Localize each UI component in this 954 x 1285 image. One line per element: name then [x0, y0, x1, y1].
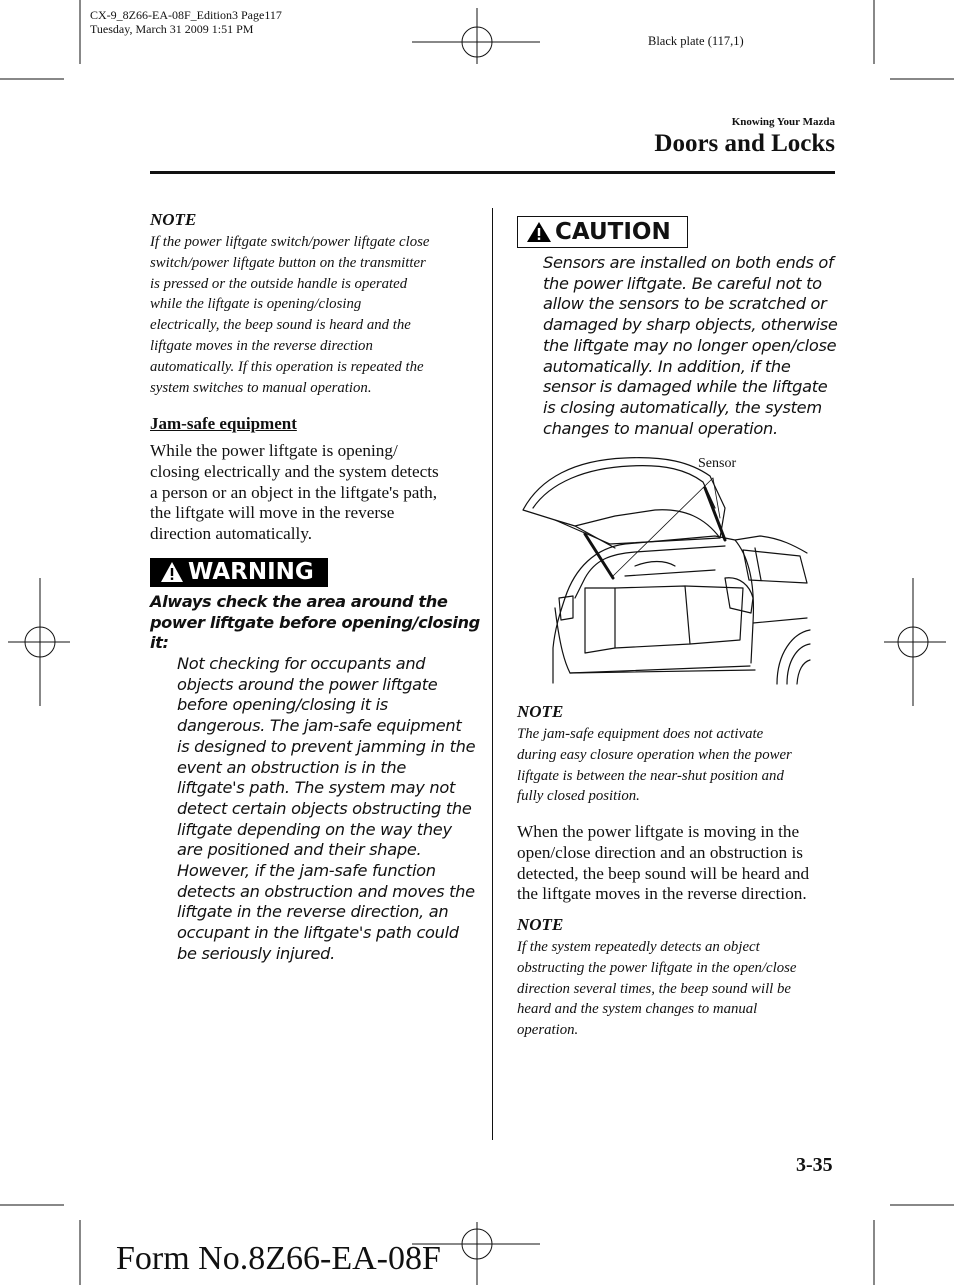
body-line: detected, the beep sound will be heard and: [517, 863, 810, 883]
caution-line: changes to manual operation.: [543, 418, 778, 438]
note-line: obstructing the power liftgate in the open/close: [517, 959, 797, 976]
warning-lead: [150, 592, 480, 654]
note-line: If the system repeatedly detects an object: [517, 939, 760, 955]
note-title: NOTE: [517, 702, 564, 721]
caution-line: is closing automatically, the system: [543, 397, 822, 417]
body-paragraph: [517, 822, 809, 905]
warning-line: event an obstruction is in the: [177, 757, 407, 777]
caution-label: CAUTION: [555, 219, 671, 245]
warning-line: liftgate depending on the way they: [177, 819, 452, 839]
warning-triangle-icon: [160, 561, 184, 583]
body-line: While the power liftgate is opening/: [150, 441, 398, 460]
print-meta-line1: CX-9_8Z66-EA-08F_Edition3 Page117: [90, 8, 282, 22]
plate-label: Black plate (117,1): [648, 34, 744, 48]
note-line: switch/power liftgate button on the transmitter: [150, 254, 426, 271]
warning-line: detects an obstruction and moves the: [177, 881, 475, 901]
note-line: automatically. If this operation is repeated the: [150, 358, 424, 375]
caution-line: automatically. In addition, if the: [543, 356, 791, 376]
print-metadata: [90, 8, 282, 36]
note-line: fully closed position.: [517, 788, 640, 805]
body-line: direction automatically.: [150, 524, 313, 544]
warning-line: However, if the jam-safe function: [177, 861, 436, 881]
note-line: system switches to manual operation.: [150, 379, 372, 396]
header-rule: [150, 171, 835, 174]
warning-line: are positioned and their shape.: [177, 840, 422, 860]
caution-line: sensor is damaged while the liftgate: [543, 377, 828, 397]
form-number: Form No.8Z66-EA-08F: [116, 1240, 441, 1277]
warning-line: liftgate in the reverse direction, an: [177, 902, 449, 922]
warning-lead-line: it:: [150, 633, 169, 653]
caution-text: [543, 253, 838, 439]
liftgate-sensor-illustration: [515, 448, 815, 688]
note-line: liftgate is between the near-shut position and: [517, 767, 784, 784]
warning-lead-line: power liftgate before opening/closing: [150, 612, 480, 632]
jam-safe-heading: Jam-safe equipment: [150, 414, 297, 433]
warning-line: objects around the power liftgate: [177, 674, 438, 694]
note-line: If the power liftgate switch/power liftgate close: [150, 234, 430, 250]
caution-line: the power liftgate. Be careful not to: [543, 273, 822, 293]
page-number: 3-35: [796, 1154, 833, 1176]
warning-line: Not checking for occupants and: [177, 654, 426, 673]
caution-banner: [517, 216, 688, 248]
caution-line: Sensors are installed on both ends of: [543, 253, 834, 272]
caution-line: damaged by sharp objects, otherwise: [543, 315, 838, 335]
note-text: [517, 724, 792, 807]
note-line: is pressed or the outside handle is operated: [150, 275, 408, 292]
note-title: NOTE: [150, 210, 197, 229]
warning-banner: [150, 558, 328, 587]
print-meta-line2: Tuesday, March 31 2009 1:51 PM: [90, 22, 254, 36]
warning-body: [177, 654, 475, 965]
caution-line: allow the sensors to be scratched or: [543, 294, 827, 314]
note-line: electrically, the beep sound is heard and the: [150, 317, 411, 334]
warning-line: be seriously injured.: [177, 943, 335, 963]
warning-line: occupant in the liftgate's path could: [177, 923, 459, 943]
note-line: The jam-safe equipment does not activate: [517, 726, 764, 742]
jam-safe-text: [150, 441, 439, 545]
warning-lead-line: Always check the area around the: [150, 592, 448, 611]
body-line: a person or an object in the liftgate's path,: [150, 482, 438, 502]
body-line: the liftgate moves in the reverse direction.: [517, 884, 807, 904]
note-line: during easy closure operation when the power: [517, 746, 792, 763]
warning-line: before opening/closing it is: [177, 695, 388, 715]
note-line: liftgate moves in the reverse direction: [150, 337, 373, 354]
note-line: direction several times, the beep sound will be: [517, 980, 791, 997]
column-divider: [492, 208, 493, 1140]
note-text: [150, 232, 429, 398]
body-line: the liftgate will move in the reverse: [150, 503, 395, 523]
note-line: heard and the system changes to manual: [517, 1001, 758, 1018]
sensor-callout: Sensor: [698, 456, 737, 471]
warning-line: detect certain objects obstructing the: [177, 798, 472, 818]
warning-line: dangerous. The jam-safe equipment: [177, 716, 462, 736]
warning-line: liftgate's path. The system may not: [177, 778, 456, 798]
warning-line: is designed to prevent jamming in the: [177, 736, 476, 756]
note-line: while the liftgate is opening/closing: [150, 296, 362, 313]
note-text: [517, 937, 796, 1041]
note-title: NOTE: [517, 915, 564, 934]
body-line: open/close direction and an obstruction is: [517, 842, 803, 862]
caution-line: the liftgate may no longer open/close: [543, 335, 837, 355]
chapter-title: Doors and Locks: [654, 130, 835, 157]
warning-label: WARNING: [188, 559, 314, 585]
caution-triangle-icon: [526, 221, 552, 243]
body-line: closing electrically and the system detects: [150, 461, 439, 481]
note-line: operation.: [517, 1022, 579, 1039]
body-line: When the power liftgate is moving in the: [517, 822, 800, 841]
section-title: Knowing Your Mazda: [731, 116, 835, 128]
